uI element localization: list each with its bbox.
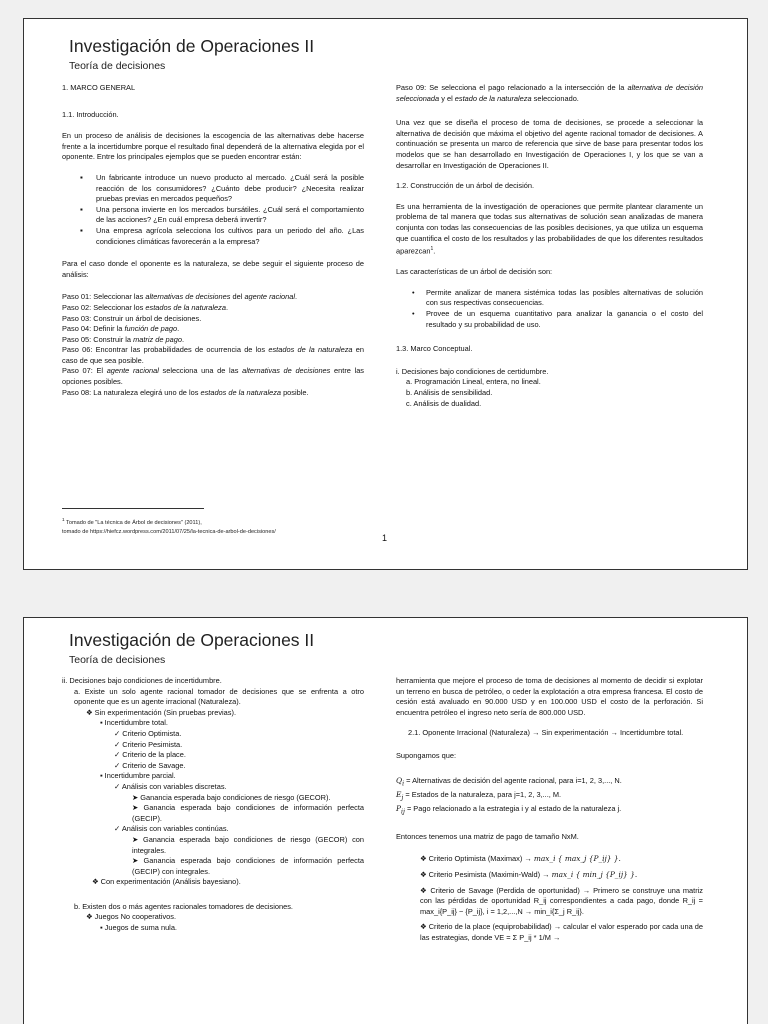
left-column xyxy=(62,676,364,934)
right-column xyxy=(396,676,703,944)
outline-item: ✓ Criterio de la place. xyxy=(114,750,186,760)
outline-item: a. Existe un solo agente racional tomador de decisiones que se enfrenta a otro oponente que es un agente irracional (Naturaleza). xyxy=(74,686,364,707)
step-line: Paso 02: Seleccionar los estados de la naturaleza. xyxy=(62,302,229,312)
list-item: • Provee de un esquema cuantitativo para analizar la ganancia o el costo del resultado y su probabilidad de uso. xyxy=(426,309,703,330)
features-heading: Las características de un árbol de decisión son: xyxy=(396,267,553,277)
criterion-pesimista: ❖ Criterio Pesimista (Maximin-Wald) → max_i { min_j {P_ij} }. xyxy=(420,869,638,879)
outline-item: ▪ Incertidumbre total. xyxy=(100,718,168,728)
left-column xyxy=(62,83,364,398)
process-text: Una vez que se diseña el proceso de toma de decisiones, se procede a seleccionar la alternativa de decisión que máxima el objetivo del agente racional tomador de decisiones. A continuación se presenta un marco de referencia que sirve de base para presentar todos los modelos que se han desarrollado en Investigación de Operaciones I, y los que se van a desarrollar en Investigación de Operaciones II. xyxy=(396,118,703,170)
intro-text: En un proceso de análisis de decisiones la escogencia de las alternativas debe hacerse frente a la incertidumbre porque el resultado final dependerá de la alternativa elegida por el oponente. Entre los principales ejemplos que se pueden encontrar están: xyxy=(62,131,364,162)
step-line: Paso 03: Construir un árbol de decisiones. xyxy=(62,313,202,323)
outline-item: ✓ Análisis con variables discretas. xyxy=(114,781,227,791)
process-intro: Para el caso donde el oponente es la naturaleza, se debe seguir el siguiente proceso de análisis: xyxy=(62,259,364,279)
concept-sub-item: c. Análisis de dualidad. xyxy=(406,398,482,408)
step-9: Paso 09: Se selecciona el pago relacionado a la intersección de la alternativa de decisión seleccionada y el estado de la naturaleza seleccionado. xyxy=(396,83,704,103)
case-text: herramienta que mejore el proceso de toma de decisiones al momento de decidir si explotar un terreno en busca de petróleo, o ceder la explotación a otra empresa francesa. El costo de cesión está avaluado en 90.000 USD y en 100.000 USD el costo de la perforación. Si encuentra petróleo el ingreso neto sería de 800.000 USD. xyxy=(396,676,703,717)
page-title: Investigación de Operaciones II xyxy=(69,630,315,650)
outline-item: b. Existen dos o más agentes racionales tomadores de decisiones. xyxy=(74,901,293,911)
criterion-laplace: ❖ Criterio de la place (equiprobabilidad) → calcular el valor esperado por cada una de las estrategias, donde VE = Σ P_ij * 1/M → xyxy=(420,922,703,942)
document-page-1 xyxy=(23,18,748,570)
list-item: ▪ Un fabricante introduce un nuevo producto al mercado. ¿Cuál será la posible reacción de los consumidores? ¿Cuánto debe producir? ¿Necesita realizar pruebas previas en mercados pequeños? xyxy=(96,173,364,205)
section-heading: 1. MARCO GENERAL xyxy=(62,83,136,92)
outline-item: ✓ Criterio de Savage. xyxy=(114,760,186,770)
definition-p: $P_{ij}$ = Pago relacionado a la estrategia i y al estado de la naturaleza j. xyxy=(396,803,622,816)
outline-item: ✓ Criterio Pesimista. xyxy=(114,739,183,749)
outline-item: ▪ Juegos de suma nula. xyxy=(100,923,177,933)
steps-list xyxy=(62,292,364,398)
list-item: ▪ Una empresa agrícola selecciona los cultivos para un periodo del año. ¿Las condiciones climáticas favorecerán a la empresa? xyxy=(96,226,364,247)
features-list xyxy=(396,288,703,330)
concept-item: i. Decisiones bajo condiciones de certidumbre. xyxy=(396,366,549,376)
sub-heading: 2.1. Oponente Irracional (Naturaleza) → Sin experimentación → Incertidumbre total. xyxy=(408,728,684,738)
definition-e: $E_j$ = Estados de la naturaleza, para j=1, 2, 3,..., M. xyxy=(396,789,562,802)
tree-text: Es una herramienta de la investigación de operaciones que permite plantear claramente un problema de tal manera que todas sus alternativas de solución sean analizadas de manera conjunta con todas las consecuencias de las posibles decisiones, ya que utiliza un esquema que cuantifica el costo de los resultados y las probabilidades de que los diferentes resultados aparezcan$^1$. xyxy=(396,201,703,256)
criterion-optimista: ❖ Criterio Optimista (Maximax) → max_i { max_j {P_ij} }. xyxy=(420,854,621,864)
outline-item: ➤ Ganancia esperada bajo condiciones de riesgo (GECOR) con integrales. xyxy=(132,834,364,855)
step-line: Paso 06: Encontrar las probabilidades de ocurrencia de los estados de la naturaleza en caso de que sea posible. xyxy=(62,345,364,365)
outline-item: ✓ Análisis con variables continúas. xyxy=(114,824,229,834)
list-item: ▪ Una persona invierte en los mercados bursátiles. ¿Cuál será el comportamiento de las acciones? ¿En cuál empresa deberá invertir? xyxy=(96,205,364,226)
intro-heading: 1.1. Introducción. xyxy=(62,109,119,119)
step-line: Paso 01: Seleccionar las alternativas de decisiones del agente racional. xyxy=(62,292,298,302)
outline-item: ❖ Juegos No cooperativos. xyxy=(86,912,177,922)
tree-heading: 1.2. Construcción de un árbol de decisión. xyxy=(396,181,535,191)
footnote: $^1$ Tomado de "La técnica de Árbol de decisiones" (2011), tomado de https://hiefcz.wordpress.com/2011/07/25/la-tecnica-de-arbol-de-decisiones/ xyxy=(62,517,276,535)
page-title: Investigación de Operaciones II xyxy=(69,36,315,56)
step-line: Paso 04: Definir la función de pago. xyxy=(62,324,180,334)
matrix-text: Entonces tenemos una matriz de pago de tamaño NxM. xyxy=(396,831,579,841)
outline-item: ❖ Con experimentación (Análisis bayesiano). xyxy=(92,877,241,887)
examples-list xyxy=(62,173,364,247)
page-subtitle: Teoría de decisiones xyxy=(69,654,166,666)
outline-item: ➤ Ganancia esperada bajo condiciones de información perfecta (GECIP) con integrales. xyxy=(132,856,364,876)
assume-text: Supongamos que: xyxy=(396,750,456,760)
outline-item: ✓ Criterio Optimista. xyxy=(114,728,182,738)
outline-item: ❖ Sin experimentación (Sin pruebas previas). xyxy=(86,707,236,717)
step-line: Paso 05: Construir la matriz de pago. xyxy=(62,334,185,344)
outline-item: ➤ Ganancia esperada bajo condiciones de información perfecta (GECIP). xyxy=(132,803,364,823)
outline-item: ▪ Incertidumbre parcial. xyxy=(100,771,176,781)
concept-sub-item: a. Programación Lineal, entera, no lineal. xyxy=(406,377,541,387)
concept-heading: 1.3. Marco Conceptual. xyxy=(396,344,473,354)
page-subtitle: Teoría de decisiones xyxy=(69,60,166,72)
footnote-divider xyxy=(62,508,204,509)
outline-item: ii. Decisiones bajo condiciones de incertidumbre. xyxy=(62,676,222,685)
outline-item: ➤ Ganancia esperada bajo condiciones de riesgo (GECOR). xyxy=(132,792,331,802)
list-item: • Permite analizar de manera sistémica todas las posibles alternativas de solución con sus respectivas consecuencias. xyxy=(426,288,703,309)
document-page-2 xyxy=(23,617,748,1024)
step-line: Paso 08: La naturaleza elegirá uno de los estados de la naturaleza posible. xyxy=(62,387,309,397)
page-number: 1 xyxy=(382,533,388,543)
right-column xyxy=(396,83,703,409)
criterion-savage: ❖ Criterio de Savage (Perdida de oportunidad) → Primero se construye una matriz con las pérdidas de oportunidad R_ij correspondientes a cada pago, donde R_ij = max_i{P_ij} − {P_ij}, i = 1,2,...,N → min_i{Σ_j R_ij}. xyxy=(420,885,703,916)
definition-q: $Q_i$ = Alternativas de decisión del agente racional, para i=1, 2, 3,..., N. xyxy=(396,775,622,788)
step-line: Paso 07: El agente racional selecciona una de las alternativas de decisiones entre las opciones posibles. xyxy=(62,366,364,387)
concept-sub-item: b. Análisis de sensibilidad. xyxy=(406,387,493,397)
